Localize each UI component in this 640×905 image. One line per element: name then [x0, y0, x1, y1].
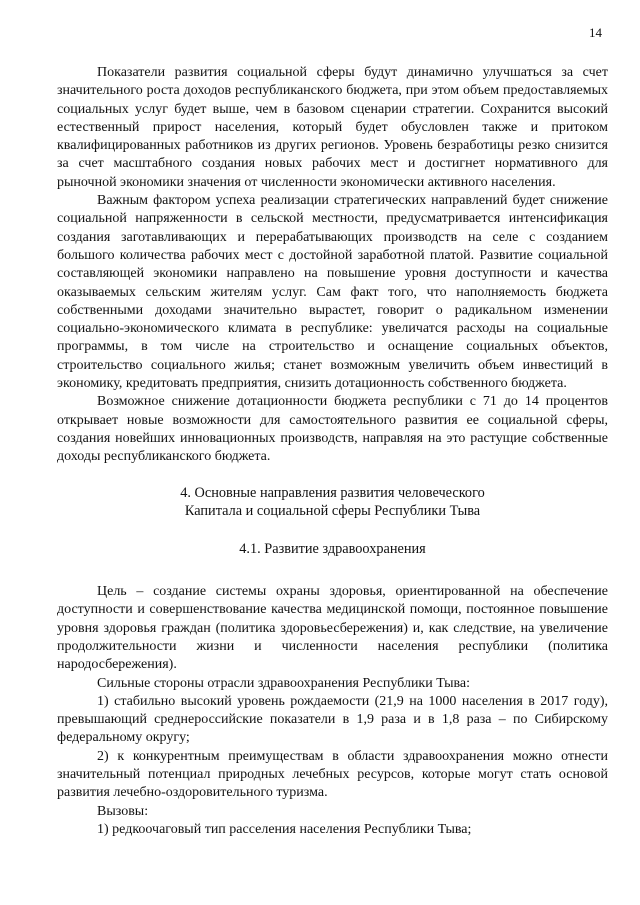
paragraph: Возможное снижение дотационности бюджета республики с 71 до 14 процентов открывает новые возможности для самостоятельного развития ее социальной сферы, создания новейших инновационных производств, направляя на это растущие собственные доходы республиканского бюджета.: [57, 394, 608, 465]
section-heading-line: 4. Основные направления развития человеческого: [180, 484, 485, 501]
paragraph: Вызовы:: [97, 803, 149, 819]
section-heading: [57, 484, 608, 521]
section-heading-line: Капитала и социальной сферы Республики Тыва: [184, 503, 481, 520]
paragraph: Показатели развития социальной сферы будут динамично улучшаться за счет значительного роста доходов республиканского бюджета, при этом объем предоставляемых социальных услуг будет выше, чем в базовом сценарии стратегии. Сохранится высокий естественный прирост населения, который будет обусловлен также и притоком квалифицированных работников из других регионов. Уровень безработицы резко снизится за счет масштабного создания новых рабочих мест и достигнет нормативного для рыночной экономики значения от численности экономически активного населения.: [57, 65, 608, 190]
document-body: [57, 64, 608, 839]
subsection-heading: 4.1. Развитие здравоохранения: [239, 540, 426, 557]
page-number: 14: [589, 25, 602, 40]
paragraph: Важным фактором успеха реализации стратегических направлений будет снижение социальной напряженности в сельской местности, предусматривается интенсификация создания заготавливающих и перерабатывающих производств на селе с созданием большого количества рабочих мест с достойной заработной платой. Развитие социальной составляющей экономики направлено на повышение уровня доступности и качества оказываемых сельским жителям услуг. Сам факт того, что наполняемость бюджета собственными доходами значительно вырастет, говорит о радикальном изменении социально-экономического климата в республике: увеличатся расходы на социальные программы, в том числе на строительство и оснащение социальных объектов, строительство социального жилья; станет возможным увеличить объем инвестиций в экономику, кредитовать предприятия, снизить дотационность собственного бюджета.: [57, 193, 608, 392]
paragraph: Сильные стороны отрасли здравоохранения Республики Тыва:: [97, 675, 471, 691]
list-item: 1) редкоочаговый тип расселения населения Республики Тыва;: [97, 821, 472, 837]
paragraph: Цель – создание системы охраны здоровья, ориентированной на обеспечение доступности и совершенствование качества медицинской помощи, постоянное повышение уровня здоровья граждан (политика здоровьесбережения) и, как следствие, на увеличение продолжительности жизни и численности населения республики (политика народосбережения).: [57, 584, 608, 673]
list-item: 1) стабильно высокий уровень рождаемости (21,9 на 1000 населения в 2017 году), превышающий среднероссийские показатели в 1,9 раза и в 1,8 раза – по Сибирскому федеральному округу;: [57, 693, 608, 746]
list-item: 2) к конкурентным преимуществам в области здравоохранения можно отнести значительный потенциал природных лечебных ресурсов, которые могут стать основой развития лечебно-оздоровительного туризма.: [57, 748, 608, 801]
